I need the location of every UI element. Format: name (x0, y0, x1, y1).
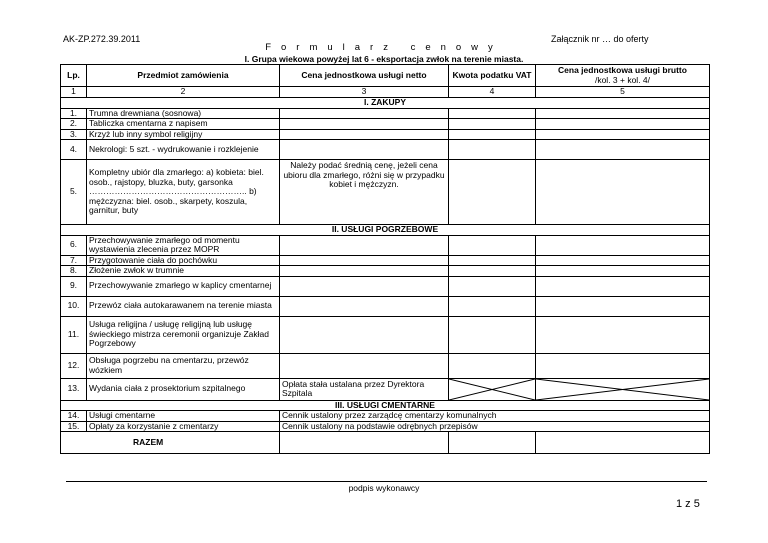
item-name: Tabliczka cmentarna z napisem (87, 119, 280, 130)
table-row (61, 119, 710, 130)
vat-cell[interactable] (449, 140, 536, 160)
table-row (61, 316, 710, 353)
vat-cell[interactable] (449, 353, 536, 378)
gross-price-label: Cena jednostkowa usługi brutto (558, 65, 687, 75)
cross-out-mark (449, 379, 535, 400)
item-name: Krzyż lub inny symbol religijny (87, 129, 280, 140)
row-number: 6. (61, 235, 87, 255)
section-row (61, 225, 710, 236)
form-subtitle: I. Grupa wiekowa powyżej lat 6 - eksportacja zwłok na terenie miasta. (244, 54, 524, 64)
col-header-vat: Kwota podatku VAT (449, 65, 536, 87)
column-number: 3 (280, 87, 449, 98)
row-number: 1. (61, 108, 87, 119)
vat-cell[interactable] (449, 276, 536, 296)
item-name: Usługi cmentarne (87, 411, 280, 422)
section-row (61, 97, 710, 108)
crossed-out-cell (536, 378, 710, 400)
signature-line (66, 481, 707, 482)
gross-price-cell[interactable] (536, 255, 710, 266)
row-number: 8. (61, 266, 87, 277)
net-price-cell[interactable] (280, 276, 449, 296)
table-row (61, 255, 710, 266)
cemetery-admin-note: Cennik ustalony przez zarządcę cmentarzy komunalnych (280, 411, 710, 422)
row-number: 12. (61, 353, 87, 378)
row-number: 15. (61, 421, 87, 432)
total-gross-cell[interactable] (536, 432, 710, 454)
total-row (61, 432, 710, 454)
gross-price-cell[interactable] (536, 108, 710, 119)
gross-price-cell[interactable] (536, 235, 710, 255)
section-cemetery: III. USŁUGI CMENTARNE (61, 400, 710, 411)
vat-cell[interactable] (449, 108, 536, 119)
fixed-fee-note: Opłata stała ustalana przez Dyrektora Szpitala (280, 378, 449, 400)
item-name: Przechowywanie zmarłego od momentu wystawienia zlecenia przez MOPR (87, 235, 280, 255)
gross-price-cell[interactable] (536, 160, 710, 225)
vat-cell[interactable] (449, 119, 536, 130)
col-header-net-price: Cena jednostkowa usługi netto (280, 65, 449, 87)
gross-price-cell[interactable] (536, 353, 710, 378)
col-header-item: Przedmiot zamówienia (87, 65, 280, 87)
item-name: Złożenie zwłok w trumnie (87, 266, 280, 277)
total-label: RAZEM (61, 432, 280, 454)
vat-cell[interactable] (449, 160, 536, 225)
gross-price-cell[interactable] (536, 276, 710, 296)
item-name: Obsługa pogrzebu na cmentarzu, przewóz wózkiem (87, 353, 280, 378)
section-row (61, 400, 710, 411)
section-funeral: II. USŁUGI POGRZEBOWE (61, 225, 710, 236)
vat-cell[interactable] (449, 296, 536, 316)
total-net-cell[interactable] (280, 432, 449, 454)
net-price-cell[interactable] (280, 119, 449, 130)
total-vat-cell[interactable] (449, 432, 536, 454)
net-price-cell[interactable] (280, 108, 449, 119)
row-number: 9. (61, 276, 87, 296)
vat-cell[interactable] (449, 266, 536, 277)
crossed-out-cell (449, 378, 536, 400)
table-row (61, 266, 710, 277)
row-number: 4. (61, 140, 87, 160)
table-row (61, 129, 710, 140)
column-number: 1 (61, 87, 87, 98)
item-name: Przewóz ciała autokarawanem na terenie miasta (87, 296, 280, 316)
header-row (61, 65, 710, 87)
item-name: Trumna drewniana (sosnowa) (87, 108, 280, 119)
vat-cell[interactable] (449, 316, 536, 353)
vat-cell[interactable] (449, 129, 536, 140)
gross-price-formula: /kol. 3 + kol. 4/ (594, 74, 651, 85)
table-row (61, 378, 710, 400)
column-number: 5 (536, 87, 710, 98)
table-row (61, 276, 710, 296)
page-number: 1 z 5 (676, 498, 700, 510)
form-title: Formularz cenowy (265, 42, 503, 53)
gross-price-cell[interactable] (536, 129, 710, 140)
gross-price-cell[interactable] (536, 140, 710, 160)
table-row (61, 421, 710, 432)
row-number: 14. (61, 411, 87, 422)
table-row (61, 353, 710, 378)
cross-out-mark (536, 379, 709, 400)
net-price-cell[interactable] (280, 129, 449, 140)
item-name: Opłaty za korzystanie z cmentarzy (87, 421, 280, 432)
gross-price-cell[interactable] (536, 296, 710, 316)
table-row (61, 235, 710, 255)
gross-price-cell[interactable] (536, 266, 710, 277)
price-table (60, 64, 710, 454)
separate-rules-note: Cennik ustalony na podstawie odrębnych przepisów (280, 421, 710, 432)
col-header-lp: Lp. (61, 65, 87, 87)
item-name: Kompletny ubiór dla zmarłego: a) kobieta: biel. osob., rajstopy, bluzka, buty, garsonka ……………………………………………….. b) mężczyzna: biel. osob., skarpety, koszula, garnitur, buty (87, 160, 280, 225)
item-name: Przygotowanie ciała do pochówku (87, 255, 280, 266)
gross-price-cell[interactable] (536, 119, 710, 130)
table-row (61, 108, 710, 119)
table-row (61, 140, 710, 160)
clothing-price-note: Należy podać średnią cenę, jeżeli cena ubioru dla zmarłego, różni się w przypadku kobiet i mężczyzn. (280, 160, 449, 225)
row-number: 10. (61, 296, 87, 316)
net-price-cell[interactable] (280, 140, 449, 160)
item-name: Usługa religijna / usługę religijną lub usługę świeckiego mistrza ceremonii organizuje Zakład Pogrzebowy (87, 316, 280, 353)
net-price-cell[interactable] (280, 316, 449, 353)
row-number: 13. (61, 378, 87, 400)
column-number: 2 (87, 87, 280, 98)
vat-cell[interactable] (449, 255, 536, 266)
signature-label: podpis wykonawcy (348, 483, 420, 493)
column-number-row (61, 87, 710, 98)
net-price-cell[interactable] (280, 353, 449, 378)
row-number: 7. (61, 255, 87, 266)
net-price-cell[interactable] (280, 266, 449, 277)
item-name: Nekrologi: 5 szt. - wydrukowanie i rozklejenie (87, 140, 280, 160)
net-price-cell[interactable] (280, 296, 449, 316)
vat-cell[interactable] (449, 235, 536, 255)
col-header-gross-price (536, 65, 710, 87)
row-number: 3. (61, 129, 87, 140)
table-row (61, 160, 710, 225)
row-number: 5. (61, 160, 87, 225)
table-row (61, 411, 710, 422)
section-purchases: I. ZAKUPY (61, 97, 710, 108)
attachment-label: Załącznik nr … do oferty (551, 34, 649, 44)
net-price-cell[interactable] (280, 235, 449, 255)
row-number: 2. (61, 119, 87, 130)
gross-price-cell[interactable] (536, 316, 710, 353)
document-reference: AK-ZP.272.39.2011 (63, 34, 141, 44)
column-number: 4 (449, 87, 536, 98)
item-name: Wydania ciała z prosektorium szpitalnego (87, 378, 280, 400)
item-name: Przechowywanie zmarłego w kaplicy cmentarnej (87, 276, 280, 296)
table-row (61, 296, 710, 316)
row-number: 11. (61, 316, 87, 353)
net-price-cell[interactable] (280, 255, 449, 266)
